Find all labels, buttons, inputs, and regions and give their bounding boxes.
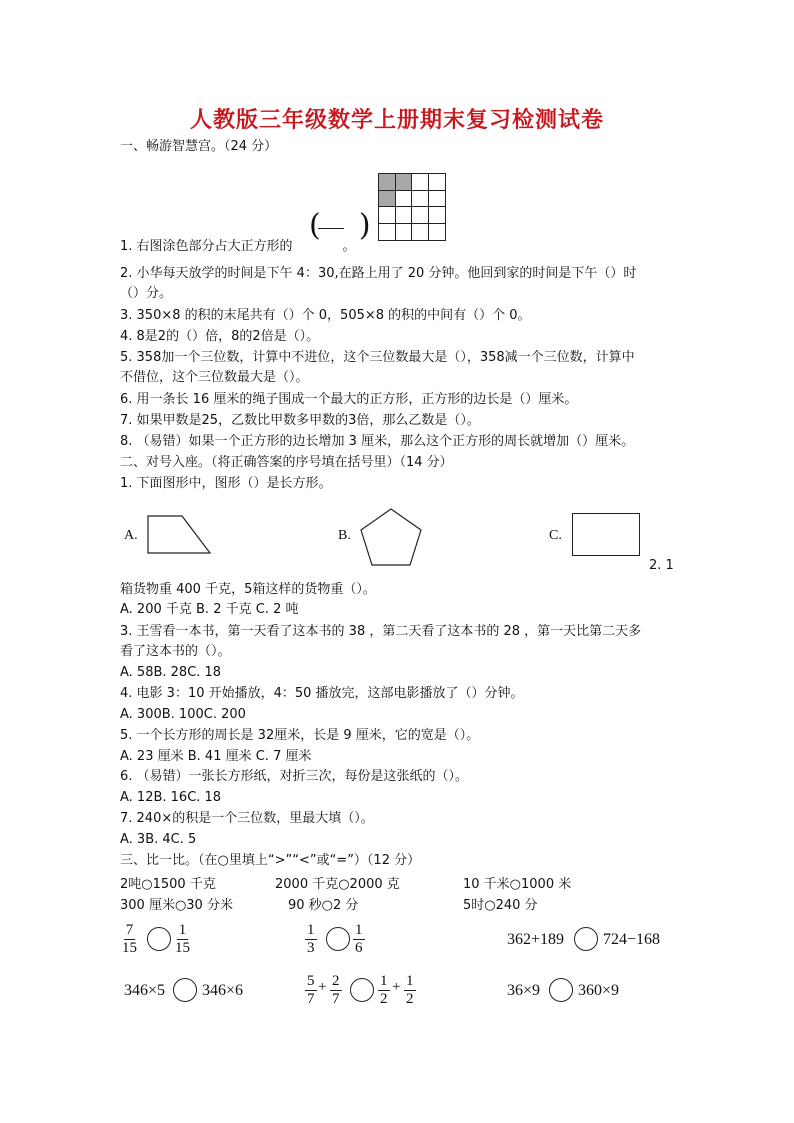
section-2-heading: 二、对号入座。（将正确答案的序号填在括号里）（14 分） [120, 455, 453, 470]
numerator: 7 [125, 922, 134, 938]
fraction-1-2 [404, 973, 416, 1008]
s2-question-1: 1. 下面图形中，图形（）是长方形。 [120, 476, 332, 491]
grid-cell [412, 174, 429, 191]
shape-label-b: B. [338, 528, 351, 543]
numerator: 1 [178, 922, 187, 938]
denominator: 6 [355, 940, 363, 956]
expr-724-minus-168: 724−168 [603, 931, 661, 948]
s2-question-7-options: A. 3B. 4C. 5 [120, 832, 197, 847]
fraction-1-6 [353, 922, 365, 957]
denominator: 15 [122, 940, 137, 956]
expr-36-times-9: 36×9 [507, 982, 541, 999]
grid-cell [429, 224, 446, 241]
s2-question-2: 箱货物重 400 千克，5箱这样的货物重（）。 [120, 582, 376, 597]
expr-346-times-6: 346×6 [202, 982, 244, 999]
section-3-heading: 三、比一比。（在○里填上“>”“<”或“=”）（12 分） [120, 853, 421, 868]
fraction-2-7 [330, 973, 342, 1008]
s2-question-3: 3. 王雪看一本书，第一天看了这本书的 38 ，第二天看了这本书的 28 ，第一天比第二天多 [120, 624, 642, 639]
numerator: 2 [332, 973, 340, 989]
shape-label-c: C. [549, 528, 562, 543]
grid-cell-shaded [379, 174, 396, 191]
s2-question-5-options: A. 23 厘米 B. 41 厘米 C. 7 厘米 [120, 749, 312, 764]
s1-question-2: 2. 小华每天放学的时间是下午 4：30,在路上用了 20 分钟。他回到家的时间是下午（）时 [120, 266, 637, 281]
pentagon-shape [358, 506, 424, 568]
numerator: 5 [307, 973, 315, 989]
grid-cell [412, 224, 429, 241]
s2-question-6-options: A. 12B. 16C. 18 [120, 790, 222, 805]
compare-r1-c1: 2吨○1500 千克 [120, 877, 216, 892]
grid-cell [396, 191, 413, 208]
s2-question-2-options: A. 200 千克 B. 2 千克 C. 2 吨 [120, 602, 299, 617]
s2-question-6: 6. （易错）一张长方形纸，对折三次，每份是这张纸的（）。 [120, 769, 469, 784]
grid-cell [429, 191, 446, 208]
denominator: 7 [332, 991, 340, 1007]
trapezoid-shape [146, 514, 214, 556]
rectangle-shape [572, 513, 640, 556]
grid-cell [396, 224, 413, 241]
grid-cell [379, 207, 396, 224]
section-1-heading: 一、畅游智慧宫。（24 分） [120, 139, 278, 154]
s2-question-3-cont: 看了这本书的（）。 [120, 644, 231, 659]
compare-r2-c1: 300 厘米○30 分米 [120, 898, 233, 913]
s1-question-4: 4. 8是2的（）倍，8的2倍是（）。 [120, 329, 320, 344]
s1-question-1 [120, 238, 356, 256]
numerator: 1 [355, 922, 363, 938]
fraction-1-2 [378, 973, 390, 1008]
compare-circle-blank[interactable] [574, 927, 598, 951]
denominator: 2 [406, 991, 414, 1007]
s2-question-7: 7. 240×的积是一个三位数，里最大填（）。 [120, 811, 374, 826]
s2-question-3-options: A. 58B. 28C. 18 [120, 665, 222, 680]
fraction-7-15 [122, 922, 137, 957]
denominator: 15 [175, 940, 190, 956]
numerator: 1 [406, 973, 414, 989]
shape-label-a: A. [124, 528, 138, 543]
grid-cell-shaded [396, 174, 413, 191]
denominator: 7 [307, 991, 315, 1007]
grid-cell [429, 207, 446, 224]
page-title: 人教版三年级数学上册期末复习检测试卷 [189, 107, 604, 133]
square-grid-figure [378, 173, 446, 241]
s2-question-2-start: 2. 1 [649, 558, 674, 573]
fraction-1-3 [305, 922, 317, 957]
numerator: 1 [307, 922, 315, 938]
s2-question-4-options: A. 300B. 100C. 200 [120, 707, 246, 722]
numerator: 1 [380, 973, 388, 989]
grid-cell [396, 207, 413, 224]
compare-circle-blank[interactable] [549, 978, 573, 1002]
plus-sign: + [392, 979, 401, 995]
compare-circle-blank[interactable] [173, 978, 197, 1002]
expr-362-plus-189: 362+189 [507, 931, 565, 948]
grid-cell [379, 224, 396, 241]
compare-r1-c2: 2000 千克○2000 克 [275, 877, 400, 892]
compare-r1-c3: 10 千米○1000 米 [463, 877, 572, 892]
s1-question-5-cont: 不借位，这个三位数最大是（）。 [120, 370, 309, 385]
fraction-blank-parentheses: ( ) [309, 208, 371, 243]
fraction-5-7 [305, 973, 317, 1008]
plus-sign: + [318, 979, 327, 995]
s1-q1-end: 。 [342, 239, 356, 254]
compare-circle-blank[interactable] [326, 927, 350, 951]
compare-r2-c2: 90 秒○2 分 [288, 898, 359, 913]
s1-question-7: 7. 如果甲数是25，乙数比甲数多甲数的3倍，那么乙数是（）。 [120, 413, 480, 428]
denominator: 3 [307, 940, 315, 956]
denominator: 2 [380, 991, 388, 1007]
fraction-blank-line [318, 228, 344, 229]
grid-cell [412, 207, 429, 224]
s1-question-2-cont: （）分。 [120, 286, 173, 301]
grid-cell [429, 174, 446, 191]
s1-question-8: 8. （易错）如果一个正方形的边长增加 3 厘米，那么这个正方形的周长就增加（）厘米。 [120, 434, 635, 449]
compare-r2-c3: 5时○240 分 [463, 898, 538, 913]
compare-circle-blank[interactable] [350, 978, 374, 1002]
s2-question-5: 5. 一个长方形的周长是 32厘米，长是 9 厘米，它的宽是（）。 [120, 728, 480, 743]
expr-346-times-5: 346×5 [124, 982, 166, 999]
compare-circle-blank[interactable] [147, 927, 171, 951]
s1-question-6: 6. 用一条长 16 厘米的绳子围成一个最大的正方形，正方形的边长是（）厘米。 [120, 392, 578, 407]
expr-360-times-9: 360×9 [578, 982, 620, 999]
fraction-1-15 [175, 922, 190, 957]
s1-q1-text: 1. 右图涂色部分占大正方形的 [120, 239, 293, 254]
s1-question-3: 3. 350×8 的积的末尾共有（）个 0，505×8 的积的中间有（）个 0。 [120, 308, 531, 323]
grid-cell [412, 191, 429, 208]
s1-question-5: 5. 358加一个三位数，计算中不进位，这个三位数最大是（），358减一个三位数，计算中 [120, 350, 635, 365]
s2-question-4: 4. 电影 3：10 开始播放，4：50 播放完，这部电影播放了（）分钟。 [120, 686, 524, 701]
grid-cell-shaded [379, 191, 396, 208]
